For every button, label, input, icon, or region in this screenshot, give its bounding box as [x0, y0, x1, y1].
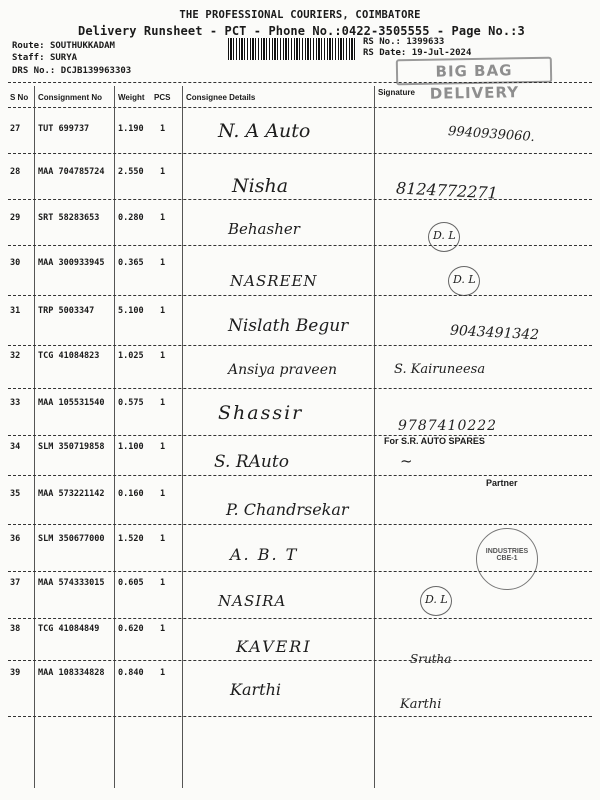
row-sno: 30 — [10, 258, 21, 268]
col-header-consignee: Consignee Details — [186, 93, 256, 102]
column-divider — [182, 86, 183, 788]
row-weight: 0.620 — [118, 624, 144, 634]
row-weight: 0.605 — [118, 578, 144, 588]
rs-date-value: 19-Jul-2024 — [411, 48, 472, 58]
rs-no-line — [363, 37, 444, 48]
row-signature: 9940939060. — [447, 123, 536, 146]
row-signature: 9043491342 — [449, 322, 540, 344]
row-sno: 29 — [10, 213, 21, 223]
row-pcs: 1 — [160, 306, 166, 316]
row-signature: 8124772271 — [395, 178, 499, 203]
row-pcs: 1 — [160, 668, 166, 678]
row-consignment: MAA 108334828 — [38, 668, 105, 678]
row-signature: S. Kairuneesa — [394, 362, 486, 377]
row-consignment: MAA 105531540 — [38, 398, 105, 408]
col-header-pcs: PCS — [154, 93, 171, 102]
row-pcs: 1 — [160, 351, 166, 361]
drs-value: DCJB139963303 — [60, 66, 132, 76]
row-consignee: Behasher — [228, 220, 300, 238]
row-sno: 35 — [10, 489, 21, 499]
row-weight: 5.100 — [118, 306, 144, 316]
row-signature: D. L — [433, 229, 456, 242]
row-sno: 32 — [10, 351, 21, 361]
row-consignment: TRP 5003347 — [38, 306, 95, 316]
row-separator — [8, 475, 592, 476]
route-line — [12, 41, 115, 52]
row-consignee: Karthi — [230, 680, 281, 699]
row-consignee: NASREEN — [230, 272, 318, 290]
row-signature: For S.R. AUTO SPARES — [384, 436, 485, 446]
row-pcs: 1 — [160, 167, 166, 177]
col-header-consignment: Consignment No — [38, 93, 102, 102]
row-separator — [8, 618, 592, 619]
row-consignee: S. RAuto — [214, 452, 289, 472]
rs-no-value: 1399633 — [406, 37, 445, 47]
row-sno: 27 — [10, 124, 21, 134]
row-consignee: KAVERI — [236, 637, 312, 656]
row-separator — [8, 435, 592, 436]
signature-scribble: ~ — [400, 452, 413, 470]
row-consignee: NASIRA — [218, 592, 287, 610]
row-weight: 0.160 — [118, 489, 144, 499]
row-separator — [8, 245, 592, 246]
row-consignee: Ansiya praveen — [228, 362, 337, 378]
header-rule-top — [8, 82, 592, 83]
row-weight: 1.520 — [118, 534, 144, 544]
row-consignee: A. B. T — [230, 545, 299, 564]
row-separator — [8, 660, 592, 661]
row-pcs: 1 — [160, 534, 166, 544]
row-consignment: MAA 574333015 — [38, 578, 105, 588]
row-consignment: TCG 41084823 — [38, 351, 100, 361]
rs-date-label: RS Date: — [363, 48, 407, 58]
row-separator — [8, 295, 592, 296]
row-consignee: Shassir — [218, 402, 304, 424]
row-separator — [8, 524, 592, 525]
row-consignment: TCG 41084849 — [38, 624, 100, 634]
runsheet-title: Delivery Runsheet - PCT - Phone No.:0422-3505555 - Page No.:3 — [78, 24, 525, 38]
row-pcs: 1 — [160, 124, 166, 134]
row-consignee: N. A Auto — [218, 120, 311, 142]
row-weight: 2.550 — [118, 167, 144, 177]
row-sno: 37 — [10, 578, 21, 588]
row-sno: 34 — [10, 442, 21, 452]
row-consignment: MAA 300933945 — [38, 258, 105, 268]
row-separator — [8, 716, 592, 717]
rs-no-label: RS No.: — [363, 37, 401, 47]
col-header-weight: Weight — [118, 93, 145, 102]
row-sno: 33 — [10, 398, 21, 408]
staff-line — [12, 53, 77, 64]
row-consignment: SLM 350677000 — [38, 534, 105, 544]
staff-label: Staff: — [12, 53, 45, 63]
drs-line — [12, 66, 131, 77]
row-consignment: MAA 704785724 — [38, 167, 105, 177]
row-pcs: 1 — [160, 489, 166, 499]
row-weight: 0.280 — [118, 213, 144, 223]
row-weight: 1.190 — [118, 124, 144, 134]
row-consignment: SLM 350719858 — [38, 442, 105, 452]
column-divider — [114, 86, 115, 788]
row-separator — [8, 199, 592, 200]
row-sno: 39 — [10, 668, 21, 678]
row-sno: 38 — [10, 624, 21, 634]
row-consignee: P. Chandrsekar — [226, 500, 349, 519]
row-signature: Partner — [486, 478, 518, 488]
row-consignment: MAA 573221142 — [38, 489, 105, 499]
row-pcs: 1 — [160, 213, 166, 223]
row-signature: Srutha — [410, 652, 452, 666]
drs-label: DRS No.: — [12, 66, 56, 76]
row-signature: D. L — [453, 273, 476, 286]
row-sno: 28 — [10, 167, 21, 177]
row-pcs: 1 — [160, 578, 166, 588]
row-pcs: 1 — [160, 398, 166, 408]
row-consignment: SRT 58283653 — [38, 213, 100, 223]
barcode-icon — [228, 38, 356, 60]
row-separator — [8, 571, 592, 572]
row-pcs: 1 — [160, 442, 166, 452]
row-weight: 0.575 — [118, 398, 144, 408]
row-sno: 36 — [10, 534, 21, 544]
route-label: Route: — [12, 41, 45, 51]
row-signature: D. L — [425, 593, 448, 606]
row-consignee: Nislath Begur — [228, 316, 349, 336]
column-divider — [374, 86, 375, 788]
company-title: THE PROFESSIONAL COURIERS, COIMBATORE — [179, 9, 421, 21]
row-weight: 1.100 — [118, 442, 144, 452]
row-separator — [8, 345, 592, 346]
row-sno: 31 — [10, 306, 21, 316]
row-consignee: Nisha — [232, 175, 289, 197]
row-signature: INDUSTRIES CBE-1 — [485, 548, 529, 562]
row-weight: 1.025 — [118, 351, 144, 361]
row-signature: Karthi — [400, 697, 442, 712]
row-separator — [8, 388, 592, 389]
row-signature: 9787410222 — [398, 418, 498, 434]
header-rule-bottom — [8, 107, 592, 108]
col-header-signature: Signature — [378, 88, 415, 97]
column-divider — [34, 86, 35, 788]
row-pcs: 1 — [160, 624, 166, 634]
route-value: SOUTHUKKADAM — [49, 41, 115, 51]
col-header-sno: S No — [10, 93, 29, 102]
staff-value: SURYA — [49, 53, 78, 63]
row-separator — [8, 153, 592, 154]
row-weight: 0.365 — [118, 258, 144, 268]
row-weight: 0.840 — [118, 668, 144, 678]
big-bag-delivery-stamp: BIG BAG DELIVERY — [396, 57, 552, 86]
row-pcs: 1 — [160, 258, 166, 268]
row-consignment: TUT 699737 — [38, 124, 90, 134]
